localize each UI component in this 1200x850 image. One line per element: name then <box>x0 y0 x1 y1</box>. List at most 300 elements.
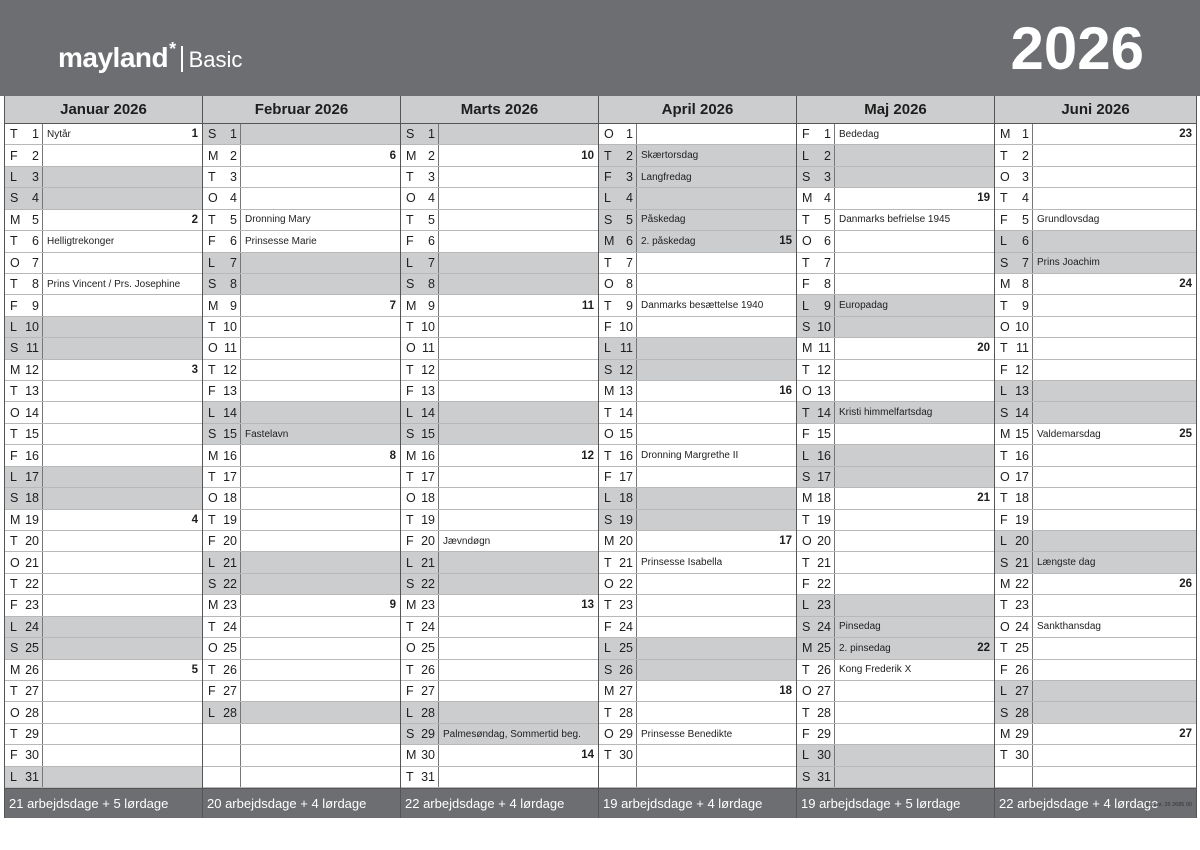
day-row <box>599 145 796 166</box>
day-row <box>401 660 598 681</box>
day-row <box>797 295 994 316</box>
day-row <box>401 638 598 659</box>
weekday-letter: T <box>10 727 18 742</box>
day-cell <box>797 552 835 572</box>
note-cell <box>43 188 202 208</box>
day-cell <box>599 702 637 722</box>
weekday-letter: F <box>604 469 612 484</box>
day-row <box>995 338 1196 359</box>
day-cell <box>401 210 439 230</box>
day-number: 16 <box>223 448 237 463</box>
note-cell <box>835 167 994 187</box>
day-cell <box>599 552 637 572</box>
note-cell <box>439 767 598 787</box>
day-number: 18 <box>619 491 633 506</box>
day-cell <box>203 595 241 615</box>
day-number: 13 <box>817 384 831 399</box>
day-number: 14 <box>223 405 237 420</box>
day-row <box>599 595 796 616</box>
day-cell <box>5 617 43 637</box>
note-cell <box>439 274 598 294</box>
weekday-letter: T <box>208 469 216 484</box>
note-cell <box>241 467 400 487</box>
day-cell <box>797 574 835 594</box>
day-cell <box>203 574 241 594</box>
note-cell <box>439 574 598 594</box>
note-cell <box>43 210 202 230</box>
day-number: 21 <box>25 555 39 570</box>
day-cell <box>599 338 637 358</box>
day-number: 28 <box>1015 705 1029 720</box>
event-label: Dronning Margrethe II <box>641 450 739 462</box>
day-row <box>401 274 598 295</box>
weekday-letter: S <box>1000 705 1009 720</box>
day-row <box>5 188 202 209</box>
weekday-letter: F <box>802 427 810 442</box>
day-cell <box>995 745 1033 765</box>
day-row <box>5 295 202 316</box>
day-number: 21 <box>1015 555 1029 570</box>
note-cell <box>439 167 598 187</box>
day-number: 5 <box>1022 212 1029 227</box>
day-cell <box>995 638 1033 658</box>
day-cell <box>401 167 439 187</box>
note-cell <box>241 231 400 251</box>
weekday-letter: T <box>802 362 810 377</box>
event-label: Skærtorsdag <box>641 150 699 162</box>
day-number: 2 <box>32 148 39 163</box>
day-number: 27 <box>421 684 435 699</box>
day-cell <box>797 424 835 444</box>
note-cell <box>835 745 994 765</box>
weekday-letter: M <box>406 448 417 463</box>
day-row <box>995 574 1196 595</box>
note-cell <box>241 188 400 208</box>
month-column <box>203 96 401 818</box>
day-cell <box>995 424 1033 444</box>
weekday-letter: O <box>406 341 416 356</box>
day-row <box>203 231 400 252</box>
note-cell <box>1033 702 1196 722</box>
note-cell <box>1033 681 1196 701</box>
day-cell <box>203 467 241 487</box>
day-row <box>203 424 400 445</box>
day-row <box>203 681 400 702</box>
day-number: 18 <box>1015 491 1029 506</box>
day-number: 28 <box>25 705 39 720</box>
note-cell <box>1033 724 1196 744</box>
weekday-letter: T <box>406 469 414 484</box>
weekday-letter: F <box>802 277 810 292</box>
day-number: 31 <box>817 769 831 784</box>
month-title: Januar 2026 <box>5 96 202 124</box>
note-cell <box>43 595 202 615</box>
weekday-letter: F <box>208 234 216 249</box>
weekday-letter: O <box>406 191 416 206</box>
weekday-letter: S <box>406 577 415 592</box>
day-row <box>5 681 202 702</box>
note-cell <box>43 145 202 165</box>
weekday-letter: L <box>208 405 215 420</box>
day-cell <box>995 488 1033 508</box>
day-number: 11 <box>620 341 633 356</box>
day-cell <box>797 210 835 230</box>
day-row <box>401 231 598 252</box>
day-number: 4 <box>230 191 237 206</box>
day-row <box>5 617 202 638</box>
month-title: Maj 2026 <box>797 96 994 124</box>
day-cell <box>203 681 241 701</box>
day-number: 11 <box>1016 341 1029 356</box>
day-number: 14 <box>817 405 831 420</box>
note-cell <box>835 124 994 144</box>
day-row <box>5 210 202 231</box>
day-number: 27 <box>619 684 633 699</box>
day-row <box>203 253 400 274</box>
day-cell <box>401 638 439 658</box>
day-row <box>203 167 400 188</box>
day-number: 10 <box>619 320 633 334</box>
day-cell <box>401 402 439 422</box>
note-cell <box>241 681 400 701</box>
weekday-letter: M <box>406 298 417 313</box>
day-cell <box>797 510 835 530</box>
day-row <box>599 124 796 145</box>
day-cell <box>401 767 439 787</box>
note-cell <box>241 531 400 551</box>
week-number: 23 <box>1179 128 1192 141</box>
weekday-letter: O <box>1000 170 1010 185</box>
note-cell <box>1033 552 1196 572</box>
week-number: 22 <box>977 642 990 655</box>
day-number: 30 <box>817 748 831 763</box>
note-cell <box>835 681 994 701</box>
weekday-letter: T <box>406 170 414 185</box>
day-row <box>203 595 400 616</box>
note-cell <box>1033 467 1196 487</box>
note-cell <box>43 617 202 637</box>
day-cell <box>5 702 43 722</box>
day-row <box>5 510 202 531</box>
day-row <box>797 274 994 295</box>
day-row <box>401 724 598 745</box>
day-number: 24 <box>223 619 237 634</box>
week-number: 7 <box>389 299 396 312</box>
weekday-letter: S <box>10 641 19 656</box>
day-cell <box>995 381 1033 401</box>
day-number: 27 <box>817 684 831 699</box>
note-cell <box>439 402 598 422</box>
day-row <box>203 702 400 723</box>
weekday-letter: L <box>1000 684 1007 699</box>
day-cell <box>203 360 241 380</box>
event-label: Palmesøndag, Sommertid beg. <box>443 728 581 740</box>
weekday-letter: T <box>10 277 18 292</box>
note-cell <box>1033 510 1196 530</box>
day-cell <box>203 188 241 208</box>
event-label: Længste dag <box>1037 557 1096 569</box>
weekday-letter: L <box>1000 534 1007 549</box>
day-number: 7 <box>428 255 435 270</box>
day-row <box>203 145 400 166</box>
day-number: 12 <box>817 362 831 377</box>
day-number: 20 <box>619 534 633 549</box>
week-number: 8 <box>389 449 396 462</box>
day-number: 30 <box>421 748 435 763</box>
day-number: 12 <box>619 362 633 377</box>
day-row <box>5 488 202 509</box>
day-number: 6 <box>1022 234 1029 249</box>
note-cell <box>835 595 994 615</box>
note-cell <box>1033 445 1196 465</box>
note-cell <box>439 595 598 615</box>
day-row <box>203 467 400 488</box>
weekday-letter: F <box>604 619 612 634</box>
note-cell <box>835 702 994 722</box>
day-row <box>797 681 994 702</box>
note-cell <box>1033 660 1196 680</box>
day-number: 6 <box>824 234 831 249</box>
weekday-letter: M <box>1000 427 1011 442</box>
day-row <box>203 210 400 231</box>
day-row <box>203 381 400 402</box>
note-cell <box>241 488 400 508</box>
note-cell <box>1033 617 1196 637</box>
weekday-letter: F <box>10 448 18 463</box>
day-row <box>995 381 1196 402</box>
day-cell <box>203 638 241 658</box>
day-cell <box>203 167 241 187</box>
day-number: 27 <box>25 684 39 699</box>
weekday-letter: T <box>208 619 216 634</box>
day-cell <box>203 702 241 722</box>
note-cell <box>241 424 400 444</box>
day-row <box>599 231 796 252</box>
day-row <box>401 317 598 338</box>
day-number: 17 <box>817 469 831 484</box>
weekday-letter: F <box>406 534 414 549</box>
note-cell <box>835 188 994 208</box>
day-row <box>599 681 796 702</box>
month-column <box>599 96 797 818</box>
note-cell <box>439 617 598 637</box>
day-row <box>5 360 202 381</box>
day-cell <box>797 381 835 401</box>
day-cell <box>995 510 1033 530</box>
weekday-letter: T <box>1000 448 1008 463</box>
weekday-letter: M <box>604 234 615 249</box>
empty-day-cell <box>203 767 241 787</box>
month-title: Marts 2026 <box>401 96 598 124</box>
day-number: 29 <box>1015 727 1029 742</box>
weekday-letter: T <box>604 255 612 270</box>
weekday-letter: T <box>208 170 216 185</box>
day-cell <box>5 145 43 165</box>
weekday-letter: F <box>1000 512 1008 527</box>
weekday-letter: M <box>802 341 813 356</box>
day-row <box>995 360 1196 381</box>
note-cell <box>835 767 994 787</box>
weekday-letter: L <box>802 748 809 763</box>
year-title: 2026 <box>1010 15 1144 82</box>
day-cell <box>401 253 439 273</box>
day-number: 9 <box>230 298 237 313</box>
day-number: 4 <box>32 191 39 206</box>
day-number: 23 <box>619 598 633 613</box>
month-title: April 2026 <box>599 96 796 124</box>
weekday-letter: M <box>1000 577 1011 592</box>
note-cell <box>43 253 202 273</box>
weekday-letter: F <box>10 748 18 763</box>
note-cell <box>1033 381 1196 401</box>
week-number: 24 <box>1179 278 1192 291</box>
day-number: 28 <box>421 705 435 720</box>
note-cell <box>43 702 202 722</box>
day-number: 2 <box>824 148 831 163</box>
month-title: Februar 2026 <box>203 96 400 124</box>
note-cell <box>241 124 400 144</box>
day-row <box>995 702 1196 723</box>
empty-note-cell <box>1033 767 1196 787</box>
day-cell <box>5 317 43 337</box>
day-row <box>995 681 1196 702</box>
weekday-letter: O <box>604 427 614 442</box>
day-cell <box>995 317 1033 337</box>
event-label: Fastelavn <box>245 428 289 440</box>
weekday-letter: L <box>406 405 413 420</box>
weekday-letter: T <box>406 320 414 334</box>
weekday-letter: T <box>10 534 18 549</box>
day-number: 7 <box>32 255 39 270</box>
day-row <box>5 402 202 423</box>
day-cell <box>995 445 1033 465</box>
day-number: 6 <box>626 234 633 249</box>
week-number: 15 <box>779 235 792 248</box>
weekday-letter: L <box>1000 234 1007 249</box>
weekday-letter: F <box>406 384 414 399</box>
day-number: 4 <box>626 191 633 206</box>
note-cell <box>835 317 994 337</box>
day-number: 22 <box>1015 577 1029 592</box>
weekday-letter: T <box>10 384 18 399</box>
day-cell <box>995 145 1033 165</box>
day-number: 30 <box>619 748 633 763</box>
day-cell <box>797 317 835 337</box>
note-cell <box>835 531 994 551</box>
month-footer: 19 arbejdsdage + 4 lørdage <box>599 788 796 818</box>
weekday-letter: S <box>1000 255 1009 270</box>
note-cell <box>637 231 796 251</box>
day-cell <box>797 617 835 637</box>
day-row <box>797 702 994 723</box>
day-row <box>599 702 796 723</box>
empty-row <box>995 767 1196 788</box>
weekday-letter: T <box>406 212 414 227</box>
day-cell <box>797 767 835 787</box>
note-cell <box>241 574 400 594</box>
day-row <box>401 574 598 595</box>
day-number: 20 <box>1015 534 1029 549</box>
note-cell <box>637 724 796 744</box>
weekday-letter: S <box>208 577 217 592</box>
day-number: 4 <box>1022 191 1029 206</box>
day-row <box>5 124 202 145</box>
note-cell <box>637 124 796 144</box>
day-row <box>797 724 994 745</box>
note-cell <box>835 724 994 744</box>
empty-day-cell <box>203 745 241 765</box>
week-number: 1 <box>191 128 198 141</box>
day-row <box>203 317 400 338</box>
weekday-letter: S <box>604 512 613 527</box>
day-number: 8 <box>824 277 831 292</box>
day-number: 19 <box>421 512 435 527</box>
day-number: 28 <box>223 705 237 720</box>
weekday-letter: F <box>10 148 18 163</box>
day-number: 31 <box>421 769 435 784</box>
weekday-letter: L <box>208 555 215 570</box>
day-number: 6 <box>32 234 39 249</box>
day-number: 1 <box>32 127 39 142</box>
day-cell <box>401 681 439 701</box>
note-cell <box>43 724 202 744</box>
day-number: 6 <box>230 234 237 249</box>
day-number: 11 <box>26 341 39 356</box>
weekday-letter: O <box>1000 619 1010 634</box>
weekday-letter: T <box>802 212 810 227</box>
day-number: 10 <box>421 320 435 334</box>
day-number: 5 <box>428 212 435 227</box>
day-number: 1 <box>1022 127 1029 142</box>
event-label: Kong Frederik X <box>839 664 912 676</box>
day-row <box>797 402 994 423</box>
day-cell <box>203 317 241 337</box>
day-row <box>599 617 796 638</box>
day-cell <box>599 638 637 658</box>
day-row <box>797 145 994 166</box>
week-number: 21 <box>977 492 990 505</box>
weekday-letter: S <box>406 427 415 442</box>
day-cell <box>5 767 43 787</box>
day-row <box>203 510 400 531</box>
note-cell <box>241 274 400 294</box>
day-row <box>401 767 598 788</box>
day-cell <box>401 124 439 144</box>
weekday-letter: T <box>406 619 414 634</box>
note-cell <box>241 552 400 572</box>
day-cell <box>995 360 1033 380</box>
note-cell <box>835 338 994 358</box>
day-cell <box>5 381 43 401</box>
day-cell <box>995 702 1033 722</box>
day-number: 29 <box>817 727 831 742</box>
weekday-letter: S <box>802 619 811 634</box>
day-number: 17 <box>25 469 39 484</box>
day-number: 5 <box>824 212 831 227</box>
note-cell <box>439 702 598 722</box>
day-cell <box>401 231 439 251</box>
day-row <box>995 317 1196 338</box>
day-row <box>203 124 400 145</box>
day-cell <box>599 402 637 422</box>
empty-row <box>203 767 400 788</box>
day-cell <box>599 660 637 680</box>
note-cell <box>637 253 796 273</box>
weekday-letter: F <box>604 170 612 185</box>
weekday-letter: M <box>802 641 813 656</box>
day-cell <box>797 595 835 615</box>
day-number: 12 <box>1015 362 1029 377</box>
